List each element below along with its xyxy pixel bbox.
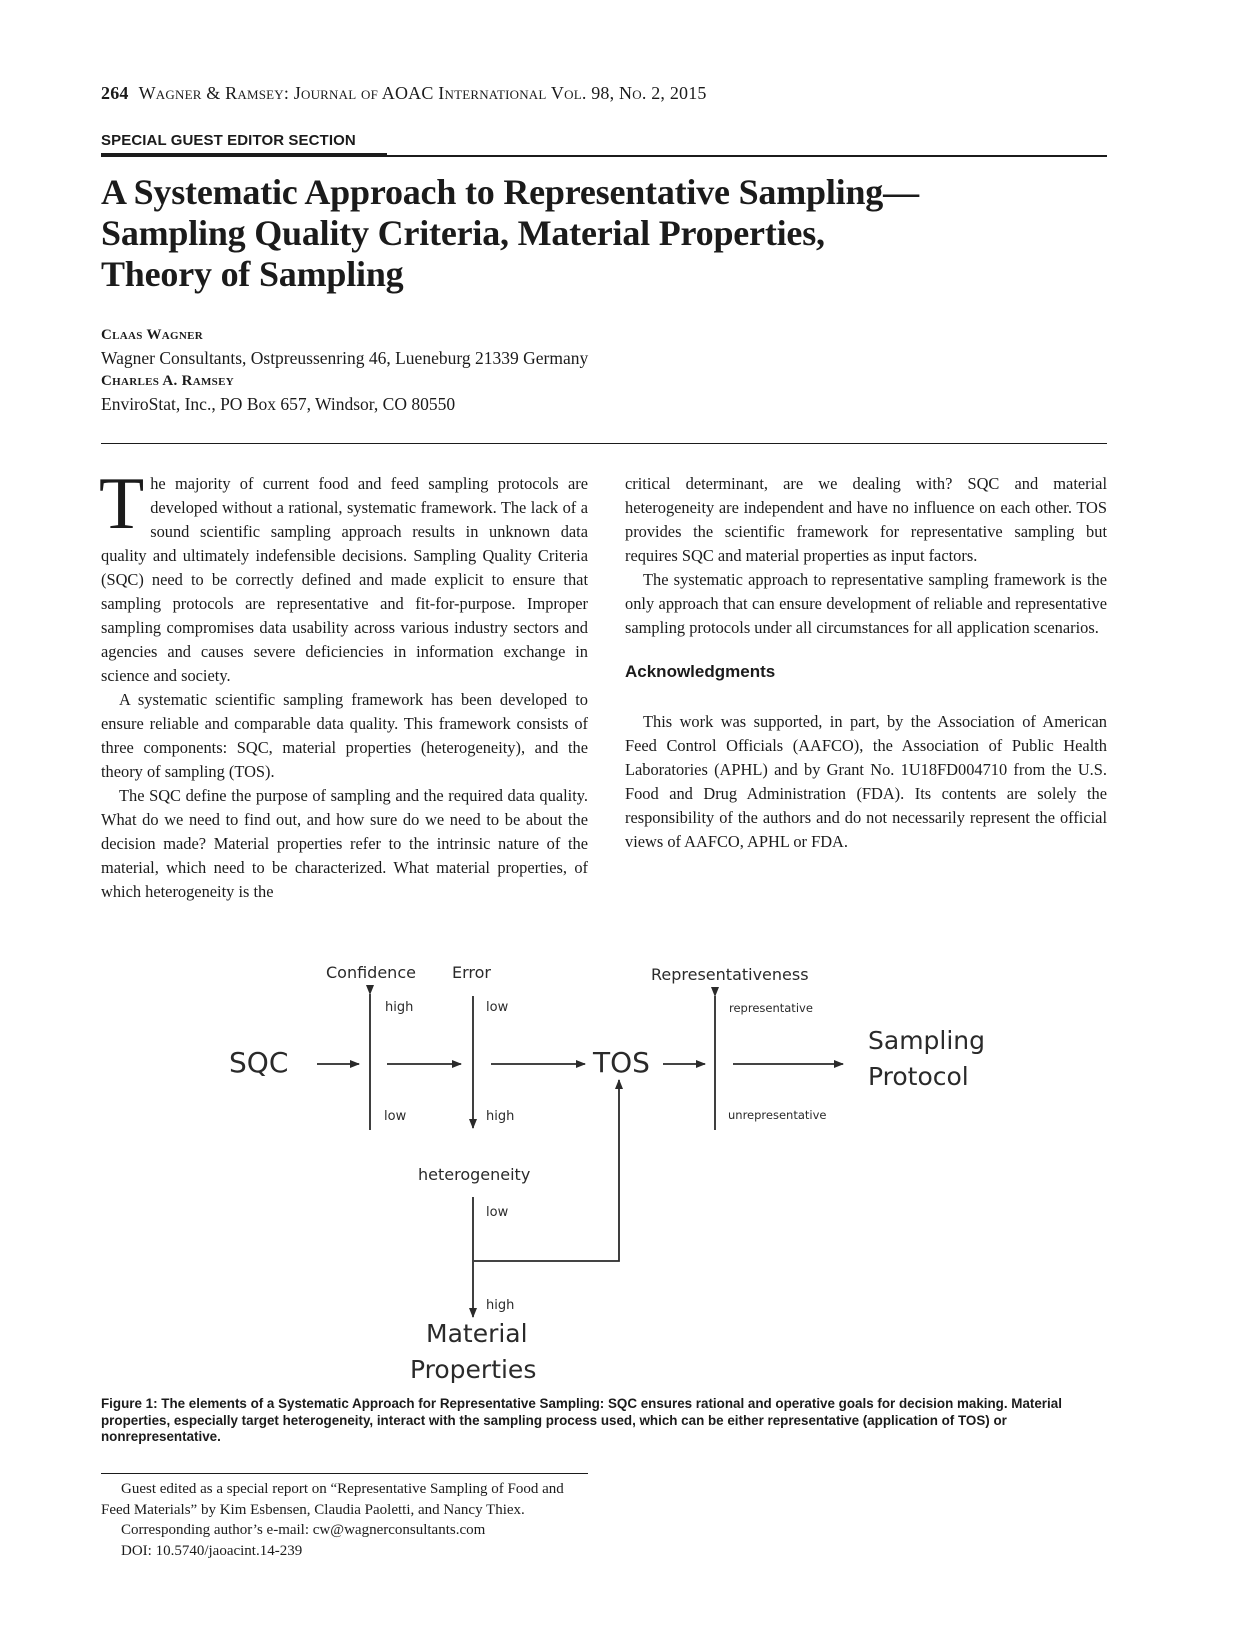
sqc-label: SQC (229, 1046, 289, 1079)
heterogeneity-label: heterogeneity (418, 1165, 531, 1184)
author-affiliation: EnviroStat, Inc., PO Box 657, Windsor, CO 80550 (101, 394, 456, 414)
representative-label: representative (729, 1001, 813, 1015)
acknowledgments-text: This work was supported, in part, by the Association of American Feed Control Officials (AAFCO), the Association of Public Health Laboratories (APHL) and by Grant No. 1U18FD004710 from the U.S. Food and Drug Administration (FDA). Its contents are solely the responsibility of the authors and do not necessarily represent the official views of AAFCO, APHL or FDA. (625, 712, 1107, 851)
author-affiliation: Wagner Consultants, Ostpreussenring 46, Lueneburg 21339 Germany (101, 348, 589, 368)
author-name: Claas Wagner (101, 327, 203, 343)
error-label: Error (452, 963, 491, 982)
unrepresentative-label: unrepresentative (728, 1108, 827, 1122)
paragraph-text: he majority of current food and feed sampling protocols are developed without a rational, systematic framework. The lack of a sound scientific sampling approach results in unknown data quality and ultimately indefensible decisions. Sampling Quality Criteria (SQC) need to be correctly defined and made explicit to ensure that sampling protocols are representative and fit-for-purpose. Improper sampling compromises data usability across various industry sectors and agencies and causes severe deficiencies in information exchange in science and society. (101, 474, 588, 685)
body-paragraph: The SQC define the purpose of sampling and the required data quality. What do we need to find out, and how sure do we need to be about the decision made? Material properties refer to the intrinsic nature of the material, which need to be characterized. What material properties, of which heterogeneity is the (101, 786, 588, 901)
confidence-low-label: low (384, 1109, 407, 1124)
representativeness-label: Representativeness (651, 965, 809, 984)
footnote-doi: DOI: 10.5740/jaoacint.14-239 (121, 1542, 303, 1559)
footnote-rule (101, 1473, 588, 1474)
title-line: A Systematic Approach to Representative Sampling— (101, 172, 919, 212)
author-name: Charles A. Ramsey (101, 373, 234, 389)
material-properties-label-line1: Material (426, 1319, 528, 1348)
footnotes (101, 1479, 571, 1561)
acknowledgments-heading: Acknowledgments (625, 662, 776, 681)
tos-label: TOS (593, 1046, 650, 1079)
confidence-label: Confidence (326, 963, 416, 982)
heterogeneity-low-label: low (486, 1205, 509, 1220)
body-paragraph: A systematic scientific sampling framework has been developed to ensure reliable and comparable data quality. This framework consists of three components: SQC, material properties (heterogeneity), and the theory of sampling (TOS). (101, 690, 588, 781)
section-label: SPECIAL GUEST EDITOR SECTION (101, 132, 356, 149)
material-properties-label-line2: Properties (410, 1355, 537, 1384)
page-number: 264 (101, 83, 129, 103)
error-high-label: high (486, 1109, 515, 1124)
footnote-guest-editors: Guest edited as a special report on “Representative Sampling of Food and Feed Materials” by Kim Esbensen, Claudia Paoletti, and Nancy Thiex. (101, 1481, 564, 1518)
journal-citation: Wagner & Ramsey: Journal of AOAC International Vol. 98, No. 2, 2015 (138, 83, 707, 103)
sampling-protocol-label-line2: Protocol (868, 1062, 969, 1091)
error-low-label: low (486, 1000, 509, 1015)
heterogeneity-high-label: high (486, 1298, 515, 1313)
footnote-email: Corresponding author’s e-mail: cw@wagnerconsultants.com (121, 1522, 486, 1538)
title-line: Theory of Sampling (101, 254, 404, 294)
body-paragraph-continued: critical determinant, are we dealing with? SQC and material heterogeneity are independent and have no influence on each other. TOS provides the scientific framework for representative sampling but requires SQC and material properties as input factors. (625, 474, 1107, 565)
sampling-protocol-label-line1: Sampling (868, 1026, 986, 1055)
confidence-high-label: high (385, 1000, 414, 1015)
figure-caption: Figure 1: The elements of a Systematic Approach for Representative Sampling: SQC ensures rational and operative goals for decision making. Material properties, especially target heterogeneity, interact with the sampling process used, which can be either representative (application of TOS) or nonrepresentative. (101, 1396, 1062, 1444)
drop-cap: T (99, 463, 145, 545)
body-paragraph: The systematic approach to representative sampling framework is the only approach that can ensure development of reliable and representative sampling protocols under all circumstances for all application scenarios. (625, 570, 1107, 637)
title-line: Sampling Quality Criteria, Material Properties, (101, 213, 825, 253)
